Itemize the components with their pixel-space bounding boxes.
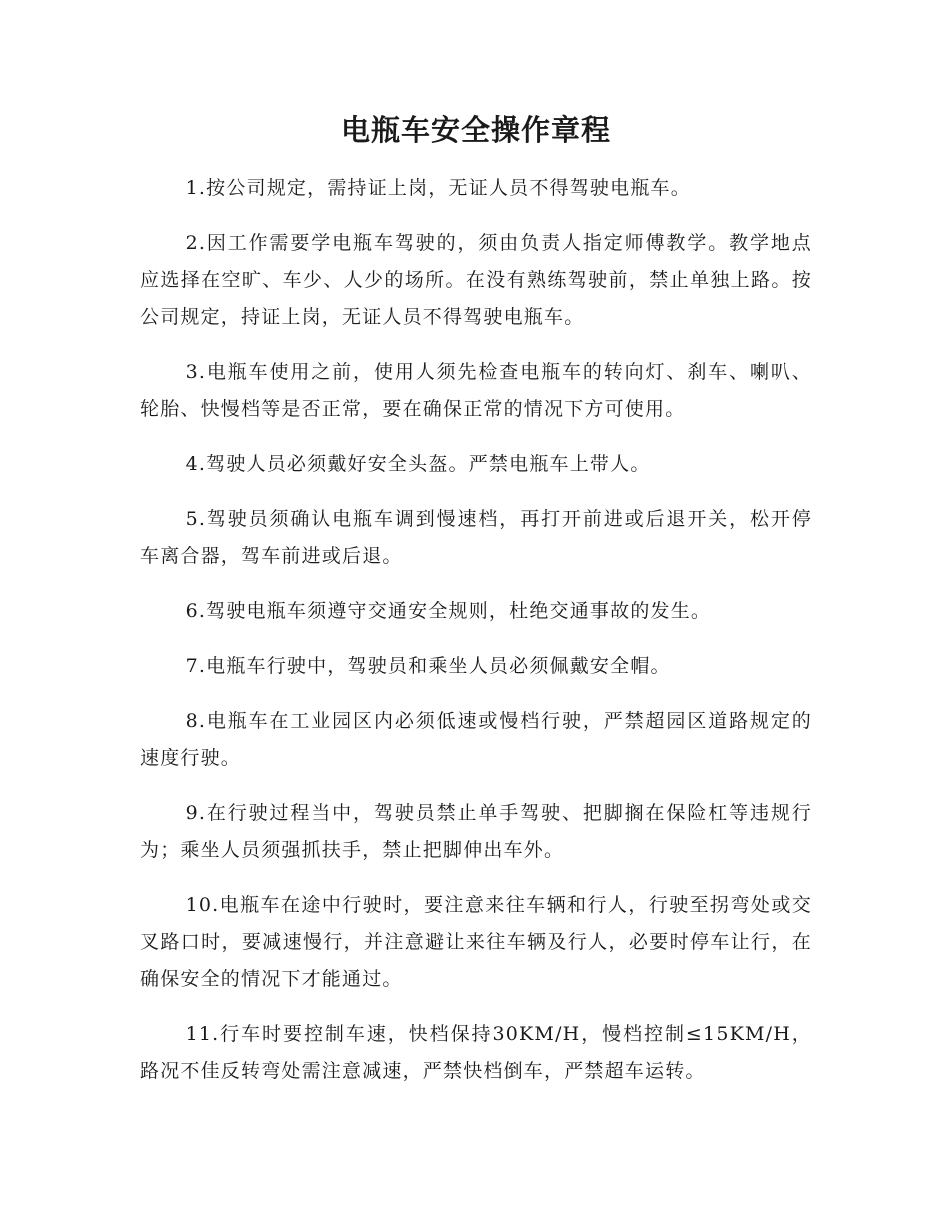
paragraph-3: 3.电瓶车使用之前，使用人须先检查电瓶车的转向灯、刹车、喇叭、轮胎、快慢档等是否正常，要在确保正常的情况下方可使用。 [140, 361, 812, 420]
paragraph-9: 9.在行驶过程当中，驾驶员禁止单手驾驶、把脚搁在保险杠等违规行为；乘坐人员须强抓扶手，禁止把脚伸出车外。 [140, 802, 812, 861]
paragraph-1: 1.按公司规定，需持证上岗，无证人员不得驾驶电瓶车。 [185, 177, 691, 199]
paragraph-6: 6.驾驶电瓶车须遵守交通安全规则，杜绝交通事故的发生。 [185, 600, 712, 622]
paragraph-4: 4.驾驶人员必须戴好安全头盔。严禁电瓶车上带人。 [185, 453, 651, 475]
paragraph-10: 10.电瓶车在途中行驶时，要注意来往车辆和行人，行驶至拐弯处或交叉路口时，要减速慢行，并注意避让来往车辆及行人，必要时停车让行，在确保安全的情况下才能通过。 [140, 894, 812, 990]
document-page [140, 108, 812, 1108]
paragraph-7: 7.电瓶车行驶中，驾驶员和乘坐人员必须佩戴安全帽。 [185, 655, 671, 677]
paragraph-5: 5.驾驶员须确认电瓶车调到慢速档，再打开前进或后退开关，松开停车离合器，驾车前进或后退。 [140, 508, 812, 567]
document-title: 电瓶车安全操作章程 [340, 113, 611, 147]
paragraph-2: 2.因工作需要学电瓶车驾驶的，须由负责人指定师傅教学。教学地点应选择在空旷、车少、人少的场所。在没有熟练驾驶前，禁止单独上路。按公司规定，持证上岗，无证人员不得驾驶电瓶车。 [140, 232, 812, 328]
paragraph-11: 11.行车时要控制车速，快档保持30KM/H，慢档控制≤15KM/H，路况不佳反转弯处需注意减速，严禁快档倒车，严禁超车运转。 [140, 1023, 812, 1082]
paragraph-8: 8.电瓶车在工业园区内必须低速或慢档行驶，严禁超园区道路规定的速度行驶。 [140, 710, 812, 769]
